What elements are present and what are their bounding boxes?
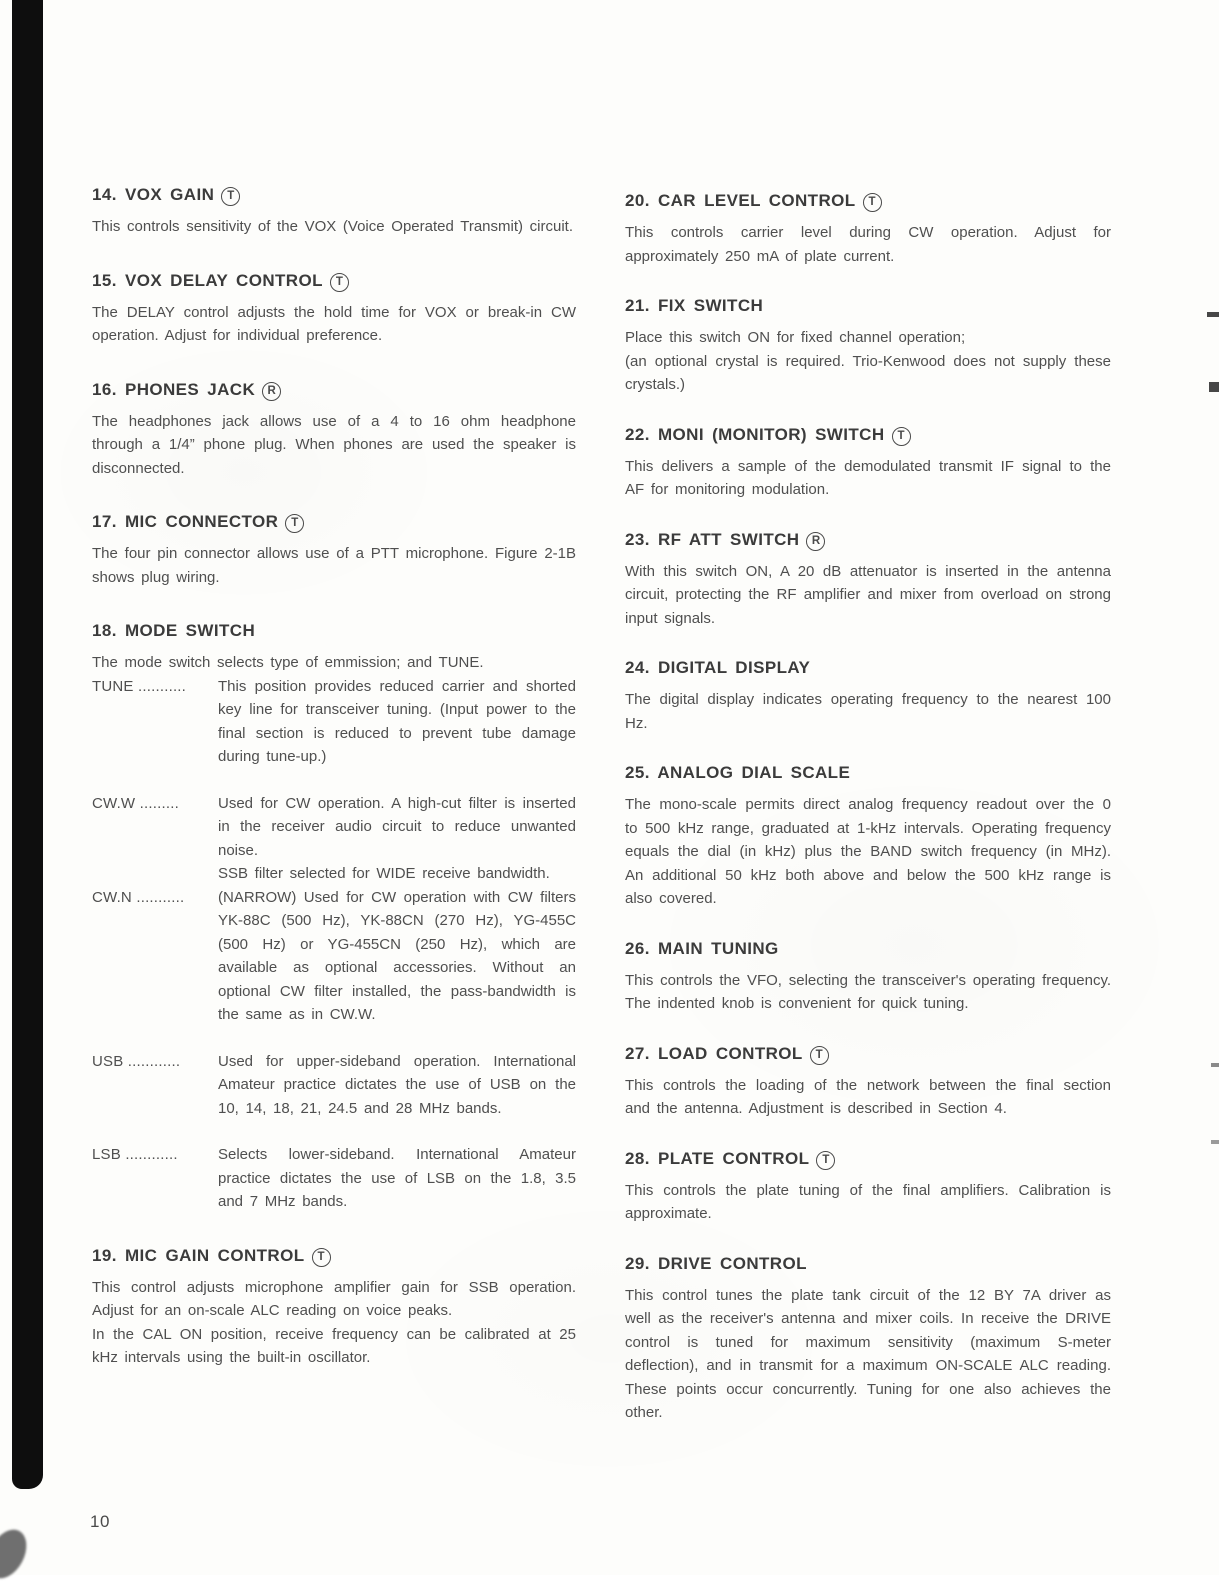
section-heading <box>625 937 1111 961</box>
section-paragraph: The headphones jack allows use of a 4 to 16 ohm headphone through a 1/4” phone plug. When phones are used the speaker is disconnected. <box>92 412 576 477</box>
section-paragraph: This controls the plate tuning of the final amplifiers. Calibration is approximate. <box>625 1181 1111 1222</box>
section-paragraph: This controls carrier level during CW operation. Adjust for approximately 250 mA of plate current. <box>625 224 1111 265</box>
section-paragraph: (an optional crystal is required. Trio-Kenwood does not supply these crystals.) <box>625 352 1111 393</box>
scan-corner-blot-artifact <box>0 1523 34 1585</box>
mode-definition-row <box>92 792 576 886</box>
section-paragraph: In the CAL ON position, receive frequency can be calibrated at 25 kHz intervals using the built-in oscillator. <box>92 1325 576 1366</box>
section-heading-text: 16. PHONES JACK <box>92 379 256 399</box>
manual-section <box>92 1244 576 1370</box>
definition-paragraph: This position provides reduced carrier and shorted key line for transceiver tuning. (Input power to the final section is reduced to prevent tube damage during tune-up.) <box>218 677 576 765</box>
manual-section <box>625 528 1111 631</box>
definition-paragraph: Used for CW operation. A high-cut filter is inserted in the receiver audio circuit to reduce unwanted noise. <box>218 794 576 859</box>
manual-section <box>625 656 1111 735</box>
circled-transmit-symbol: T <box>285 514 304 533</box>
mode-description <box>218 886 576 1027</box>
circled-transmit-symbol: T <box>330 273 349 292</box>
section-heading <box>92 1244 576 1268</box>
section-heading <box>92 510 576 534</box>
manual-section <box>625 1147 1111 1226</box>
section-heading <box>625 1147 1111 1171</box>
mode-term: USB ............ <box>92 1052 181 1070</box>
manual-section <box>92 378 576 481</box>
section-heading-text: 27. LOAD CONTROL <box>625 1043 803 1063</box>
manual-section <box>625 294 1111 397</box>
section-heading-text: 14. VOX GAIN <box>92 185 215 204</box>
section-heading <box>92 619 576 643</box>
section-heading <box>625 528 1111 552</box>
section-heading-text: 21. FIX SWITCH <box>625 296 764 315</box>
circled-receive-symbol: R <box>262 382 281 401</box>
circled-transmit-symbol: T <box>863 193 882 212</box>
section-heading-text: 23. RF ATT SWITCH <box>625 529 800 549</box>
column-right <box>625 189 1111 1451</box>
section-paragraph: This control adjusts microphone amplifier gain for SSB operation. Adjust for an on-scale ALC reading on voice peaks. <box>92 1278 576 1319</box>
circled-transmit-symbol: T <box>816 1151 835 1170</box>
section-heading-text: 15. VOX DELAY CONTROL <box>92 270 323 290</box>
circled-transmit-symbol: T <box>892 427 911 446</box>
mode-description <box>218 1143 576 1214</box>
section-heading-text: 25. ANALOG DIAL SCALE <box>625 763 851 782</box>
manual-section <box>625 937 1111 1016</box>
mode-description <box>218 792 576 886</box>
definition-paragraph: SSB filter selected for WIDE receive bandwidth. <box>218 865 550 882</box>
section-paragraph: With this switch ON, A 20 dB attenuator is inserted in the antenna circuit, protecting the RF amplifier and mixer from overload on strong input signals. <box>625 562 1111 627</box>
section-heading <box>92 378 576 402</box>
scan-right-margin-mark <box>1211 1063 1219 1067</box>
mode-term: CW.N ........... <box>92 888 185 906</box>
manual-section <box>625 1042 1111 1121</box>
section-heading <box>625 656 1111 680</box>
circled-transmit-symbol: T <box>221 187 240 206</box>
section-paragraph: The digital display indicates operating frequency to the nearest 100 Hz. <box>625 691 1111 732</box>
section-heading <box>92 183 576 207</box>
section-paragraph: This control tunes the plate tank circuit of the 12 BY 7A driver as well as the receiver's antenna and mixer coils. In receive the DRIVE control is tuned for maximum sensitivity (maximum S-meter deflection), and in transmit for a maximum ON-SCALE ALC reading. These points occur concurrently. Tuning for one also achieves the other. <box>625 1286 1111 1421</box>
section-heading-text: 20. CAR LEVEL CONTROL <box>625 191 856 210</box>
manual-section <box>92 619 576 1214</box>
circled-transmit-symbol: T <box>312 1248 331 1267</box>
section-heading <box>625 423 1111 447</box>
definition-paragraph: Selects lower-sideband. International Amateur practice dictates the use of LSB on the 1.8, 3.5 and 7 MHz bands. <box>218 1146 576 1210</box>
scan-right-margin-mark <box>1209 382 1219 392</box>
section-heading <box>625 189 1111 213</box>
section-heading-text: 26. MAIN TUNING <box>625 938 779 958</box>
section-paragraph: The mode switch selects type of emmission; and TUNE. <box>92 654 484 671</box>
section-paragraph: This controls sensitivity of the VOX (Voice Operated Transmit) circuit. <box>92 218 573 235</box>
section-heading-text: 17. MIC CONNECTOR <box>92 512 279 531</box>
section-paragraph: The mono-scale permits direct analog frequency readout over the 0 to 500 kHz range, graduated at 1-kHz intervals. Operating frequency equals the dial (in kHz) plus the BAND switch frequency (in MHz). An additional 50 kHz both above and below the 500 kHz range is also covered. <box>625 796 1111 907</box>
page-number: 10 <box>90 1512 110 1531</box>
mode-definition-row <box>92 886 576 1027</box>
section-paragraph: The four pin connector allows use of a PTT microphone. Figure 2-1B shows plug wiring. <box>92 545 576 586</box>
manual-section <box>625 423 1111 502</box>
mode-definition-row <box>92 1143 576 1214</box>
mode-term: LSB ............ <box>92 1146 178 1163</box>
mode-term: CW.W ......... <box>92 794 179 812</box>
mode-description <box>218 1050 576 1121</box>
scan-edge-bar-artifact <box>12 0 43 1489</box>
section-paragraph: This controls the VFO, selecting the transceiver's operating frequency. The indented knob is convenient for quick tuning. <box>625 971 1111 1012</box>
manual-section <box>92 183 576 239</box>
section-heading <box>625 1252 1111 1276</box>
manual-section <box>625 189 1111 268</box>
section-heading <box>625 1042 1111 1066</box>
scan-right-margin-mark <box>1211 1140 1219 1144</box>
manual-section <box>92 510 576 589</box>
section-heading-text: 24. DIGITAL DISPLAY <box>625 658 811 677</box>
scan-right-margin-mark <box>1207 312 1219 317</box>
mode-definition-row <box>92 675 576 769</box>
section-paragraph: The DELAY control adjusts the hold time for VOX or break-in CW operation. Adjust for individual preference. <box>92 303 576 344</box>
section-heading-text: 28. PLATE CONTROL <box>625 1148 810 1168</box>
section-heading-text: 18. MODE SWITCH <box>92 621 256 640</box>
section-paragraph: This controls the loading of the network between the final section and the antenna. Adjustment is described in Section 4. <box>625 1076 1111 1117</box>
section-heading-text: 29. DRIVE CONTROL <box>625 1253 807 1273</box>
definition-paragraph: Used for upper-sideband operation. International Amateur practice dictates the use of USB on the 10, 14, 18, 21, 24.5 and 28 MHz bands. <box>218 1052 576 1117</box>
section-heading <box>625 761 1111 785</box>
section-heading-text: 19. MIC GAIN CONTROL <box>92 1245 305 1265</box>
definition-paragraph: (NARROW) Used for CW operation with CW filters YK-88C (500 Hz), YK-88CN (270 Hz), YG-455C (500 Hz) or YG-455CN (250 Hz), which are available as optional accessories. Without an optional CW filter installed, the pass-bandwidth is the same as in CW.W. <box>218 888 576 1023</box>
section-paragraph: This delivers a sample of the demodulated transmit IF signal to the AF for monitoring modulation. <box>625 457 1111 498</box>
mode-term: TUNE ........... <box>92 677 187 695</box>
mode-description <box>218 675 576 769</box>
manual-section <box>92 269 576 348</box>
circled-receive-symbol: R <box>806 532 825 551</box>
circled-transmit-symbol: T <box>810 1046 829 1065</box>
section-heading <box>625 294 1111 318</box>
column-left <box>92 183 576 1400</box>
mode-definition-row <box>92 1050 576 1121</box>
manual-section <box>625 761 1111 911</box>
section-heading-text: 22. MONI (MONITOR) SWITCH <box>625 424 885 444</box>
section-heading <box>92 269 576 293</box>
manual-section <box>625 1252 1111 1425</box>
section-paragraph: Place this switch ON for fixed channel operation; <box>625 329 966 346</box>
